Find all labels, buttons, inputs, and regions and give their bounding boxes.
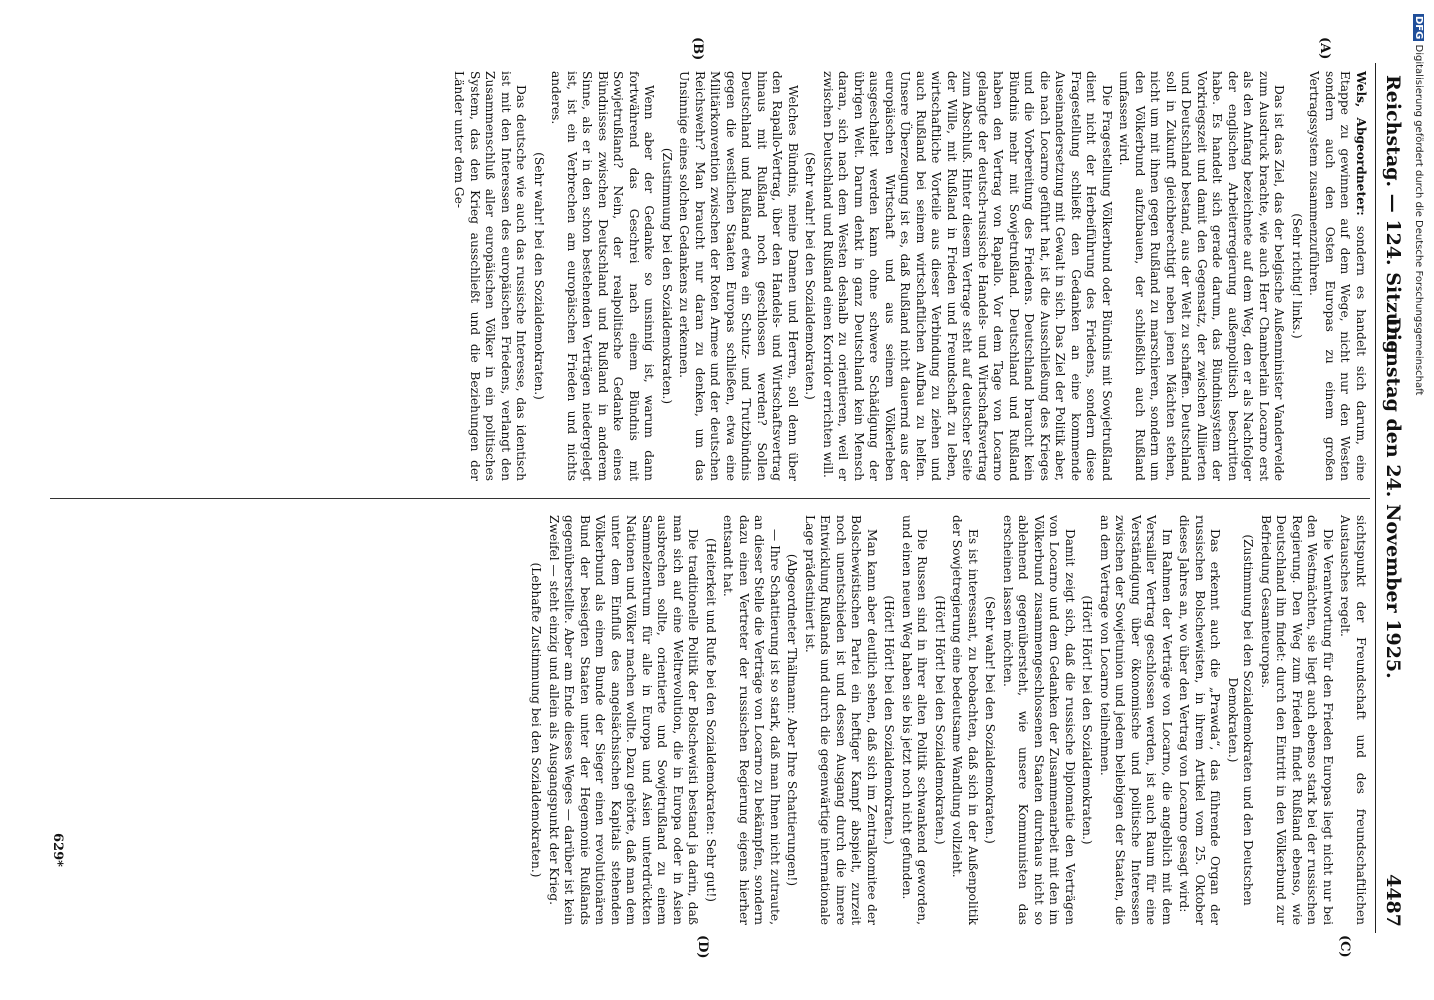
paragraph: Es ist interessant, zu beobachten, daß sich in der Außenpolitik der Sowjetregierung eine bedeutsame Wandlung vollzieht. [950,515,980,925]
interjection: (Zustimmung bei den Sozialdemokraten und den Deutschen Demokraten.) [1226,534,1256,906]
column-divider [50,498,1370,499]
interjection: (Sehr wahr! bei den Sozialdemokraten.) [803,152,818,400]
paragraph: Die Fragestellung Völkerbund oder Bündnis mit Sowjetrußland dient nicht der Herbeiführung des Friedens, sondern diese Fragestellung schließt den Gedanken an eine kommende Auseinandersetzung mit Gewalt in sich. Das Ziel der Politik aber, die nach Locarno geführt hat, ist die Ausschließung des Krieges und die Vorbereitung des Friedens. Deutschland braucht kein Bündnis mehr mit Sowjetrußland. Deutschland und Rußland haben den Vertrag von Rapallo. Vor dem Tage von Locarno gelangte der deutsch-russische Handels- und Wirtschaftsvertrag zum Abschluß. Hinter diesem Vertrage steht auf deutscher Seite der Wille, mit Rußland in Frieden und Freundschaft zu leben, wirtschaftliche Vorteile aus dieser Verbindung zu ziehen und auch Rußland bei seinem wirtschaftlichen Aufbau zu helfen. Unsere Überzeugung ist es, daß Rußland nicht dauernd aus der europäischen Wirtschaft und aus seinem Völkerleben ausgeschaltet werden kann ohne schwere Schädigung der übrigen Welt. Darum denkt in ganz Deutschland kein Mensch daran, sich nach dem Westen deshalb zu orientieren, weil er zwischen Deutschland und Rußland einen Korridor errichten will. [821,71,1114,481]
paragraph: Die traditionelle Politik der Bolschewisti bestand ja darin, daß man sich auf eine Weltrevolution, die in Europa oder in Asien ausbrechen sollte, orientierte und Sowjetrußland zu einem Sammelzentrum für alle in Europa und Asien unterdrückten Nationen und Völker machen wollte. Dazu gehörte, daß man dem unter dem Einfluß des angelsächsischen Kapitals stehenden Völkerbund als einem Bunde der Sieger einen revolutionären Bund der besiegten Staaten unter der Hegemonie Rußlands gegenüberstellte. Aber am Ende dieses Weges — darüber ist kein Zweifel — steht einzig und allein als Ausgangspunkt der Krieg. [547,515,701,925]
right-column [526,515,1368,925]
paragraph: Das ist das Ziel, das der belgische Außenminister Vandervelde zum Ausdruck brachte, wie auch Herr Chamberlain Locarno erst als den Anfang bezeichnete auf dem Weg, den er als Nachfolger der englischen Arbeiterregierung außenpolitisch beschritten habe. Es handelt sich gerade darum, das Bündnissystem der Vorkriegszeit und damit den Gegensatz, der zwischen Alliierten und Deutschland bestand, aus der Welt zu schaffen. Deutschland soll in Zukunft gleichberechtigt neben jenen Mächten stehen, nicht um mit ihnen gegen Rußland zu marschieren, sondern um den Völkerbund aufzubauen, der schließlich auch Rußland umfassen wird. [1117,71,1287,481]
left-column [449,71,1368,481]
paragraph: Die Verantwortung für den Frieden Europas liegt nicht nur bei den Westmächten, sie liegt auch ebenso stark bei der russischen Regierung. Den Weg zum Frieden findet Rußland ebenso, wie Deutschland ihn findet: durch den Eintritt in den Völkerbund zur Befriedung Gesamteuropas. [1259,515,1335,925]
document-page [40,37,1410,959]
interjection: (Heiterkeit und Rufe bei den Sozialdemokraten: Sehr gut!) [704,537,718,903]
dfg-logo: DFG [1413,16,1424,40]
interjection: (Hört! Hört! bei den Sozialdemokraten.) [933,595,947,845]
paragraph: Man kann aber deutlich sehen, daß sich im Zentralkomitee der Bolschewistischen Partei ein heftiger Kampf abspielt, zurzeit noch unentschieden ist und dessen Ausgang durch die innere Entwicklung Rußlands und durch die gegenwärtige internationale Lage prädestiniert ist. [803,515,879,925]
header-rule [1375,63,1376,933]
paragraph: Das erkennt auch die „Prawda“, das führende Organ der russischen Bolschewisten, in ihrem Artikel vom 25. Oktober dieses Jahres an, wo über den Vertrag von Locarno gesagt wird: [1177,515,1223,925]
page-header [1376,63,1410,933]
interjection: (Zustimmung bei den Sozialdemokraten.) [660,147,674,405]
paragraph: Wels, Abgeordneter: sondern es handelt sich darum, eine Etappe zu gewinnen auf dem Wege, nicht nur den Westen sondern auch den Osten Europas zu einem großen Vertragssystem zusammenzuführen. [1307,71,1368,481]
interjection: (Abgeordneter Thälmann: Aber Ihre Schattierungen!) [785,553,800,887]
quotation: Im Rahmen der Verträge von Locarno, die angeblich mit dem Versailler Vertrag geschlossen werden, ist auch Raum für eine Verständigung über ökonomische und politische Interessen zwischen der Sowjetunion und jedem beliebigen der Staaten, die an dem Vertrage von Locarno teilnehmen. [1098,515,1174,925]
interjection: (Sehr richtig! links.) [1290,213,1304,339]
interjection: (Lebhafte Zustimmung bei den Sozialdemokraten.) [529,562,544,878]
paragraph: Welches Bündnis, meine Damen und Herren, soll denn über den Rapallo-Vertrag, über den Handels- und Wirtschaftsvertrag hinaus mit Rußland noch geschlossen werden? Sollen Deutschland und Rußland etwa ein Schutz- und Trutzbündnis gegen die westlichen Staaten Europas schließen, etwa eine Militärkonvention zwischen der Roten Armee und der deutschen Reichswehr? Man braucht nur daran zu denken, um das Unsinnige eines solchen Gedankens zu erkennen. [677,71,800,481]
page-number: 4487 [1382,874,1404,927]
header-date: Dienstag den 24. November 1925. [1382,317,1404,679]
interjection: (Hört! Hört! bei den Sozialdemokraten.) [1080,595,1095,845]
credit-text: Digitalisierung gefördert durch die Deutsche Forschungsgemeinschaft [1413,44,1424,396]
margin-marker-d: (D) [695,935,710,959]
margin-marker-c: (C) [1337,935,1352,958]
interjection: (Sehr wahr! bei den Sozialdemokraten.) [532,152,546,400]
interjection: (Hört! Hört! bei den Sozialdemokraten.) [882,595,897,845]
paragraph: Die Russen sind in ihrer alten Politik schwankend geworden, und einen neuen Weg haben sie bis jetzt noch nicht gefunden. [900,515,930,925]
margin-marker-a: (A) [1317,37,1332,60]
margin-marker-b: (B) [690,37,705,61]
paragraph: Das deutsche wie auch das russische Interesse, das identisch ist mit den Interessen des europäischen Friedens, verlangt den Zusammenschluß aller europäischen Völker in ein politisches System, das den Krieg ausschließt und die Beziehungen der Länder unter dem Ge- [452,71,529,481]
paragraph: Damit zeigt sich, daß die russische Diplomatie den Verträgen von Locarno und dem Gedanken der Zusammenarbeit mit den im Völkerbund zusammengeschlossenen Staaten durchaus nicht so ablehnend gegenübersteht, wie unsere Kommunisten das erscheinen lassen möchten. [1001,515,1077,925]
paragraph: sichtspunkt der Freundschaft und des freundschaftlichen Austausches regelt. [1338,515,1368,925]
paragraph: — Ihre Schattierung ist so stark, daß man Ihnen nicht zutraute, an dieser Stelle die Verträge von Locarno zu bekämpfen, sondern dazu einen Vertreter der russischen Regierung eigens hierher entsandt hat. [721,515,782,925]
speaker-name: Wels, Abgeordneter: [1354,71,1368,216]
signature-mark: 629* [50,833,65,867]
header-left: Reichstag. — 124. Sitzung. [1382,75,1404,361]
paragraph: Wenn aber der Gedanke so unsinnig ist, warum dann fortwährend das Geschrei nach einem Bündnis mit Sowjetrußland? Nein, der realpolitische Gedanke eines Bündnisses zwischen Deutschland und Rußland in anderem Sinne, als er in den schon bestehenden Verträgen niedergelegt ist, ist ein Verbrechen am europäischen Frieden und nichts anderes. [549,71,657,481]
digitization-credit [1413,14,1424,395]
interjection: (Sehr wahr! bei den Sozialdemokraten.) [983,596,998,844]
